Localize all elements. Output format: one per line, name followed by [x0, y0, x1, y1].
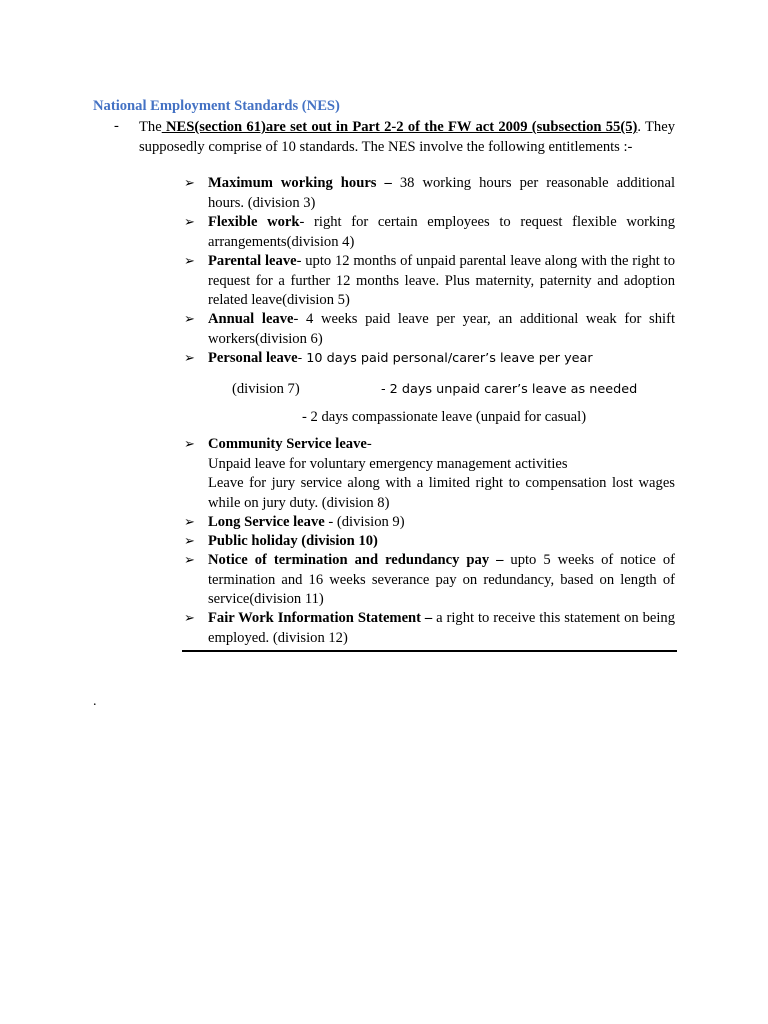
personal-division: (division 7)	[232, 381, 300, 397]
intro-prefix: The	[139, 119, 162, 135]
bullet-text: upto 5 weeks of notice of termination and 16 weeks severance pay on redundancy, based on length of service(division 11)	[208, 552, 676, 607]
bullet-text: - right for certain employees to request flexible working arrangements(division 4)	[208, 214, 675, 250]
bullet-title: Parental leave	[208, 253, 297, 269]
bullet-title: Long Service leave	[208, 514, 325, 530]
arrow-bullet-icon: ➢	[184, 176, 195, 191]
arrow-bullet-icon: ➢	[184, 437, 195, 452]
intro-suffix: . They supposedly comprise of 10 standards. The NES involve the following entitlements :-	[139, 119, 675, 155]
trailing-dot: .	[93, 694, 97, 709]
arrow-bullet-icon: ➢	[184, 553, 195, 568]
bullet-text: - 10 days paid personal/carer’s leave per year	[297, 351, 593, 366]
arrow-bullet-icon: ➢	[184, 611, 195, 626]
bullet-text: - 4 weeks paid leave per year, an additional weak for shift workers(division 6)	[208, 311, 675, 347]
intro-paragraph	[139, 118, 675, 157]
arrow-bullet-icon: ➢	[184, 254, 195, 269]
bullet-title: Fair Work Information Statement –	[208, 610, 433, 626]
bullet-text: a right to receive this statement on being employed. (division 12)	[208, 610, 675, 646]
bullet-title: Notice of termination and redundancy pay –	[208, 552, 504, 568]
bullet-title: Public holiday (division 10)	[208, 533, 378, 549]
arrow-bullet-icon: ➢	[184, 515, 195, 530]
horizontal-rule	[182, 650, 677, 652]
bullet-title-suffix: -	[366, 436, 372, 452]
bullet-text: - upto 12 months of unpaid parental leave along with the right to request for a further 12 months leave. Plus maternity, paternity and adoption related leave(division 5)	[208, 253, 675, 308]
bullet-title: Flexible work	[208, 214, 300, 230]
page-heading: National Employment Standards (NES)	[93, 98, 340, 114]
personal-unpaid-carers: - 2 days unpaid carer’s leave as needed	[381, 382, 638, 397]
arrow-bullet-icon: ➢	[184, 351, 195, 366]
arrow-bullet-icon: ➢	[184, 215, 195, 230]
intro-underlined: NES(section 61)are set out in Part 2-2 of the FW act 2009 (subsection 55(5)	[161, 119, 638, 135]
bullet-text: - (division 9)	[324, 514, 405, 530]
arrow-bullet-icon: ➢	[184, 534, 195, 549]
bullet-title: Personal leave	[208, 350, 298, 366]
bullet-title: Annual leave	[208, 311, 294, 327]
personal-compassionate: - 2 days compassionate leave (unpaid for casual)	[302, 409, 587, 425]
bullet-title: Maximum working hours –	[208, 175, 392, 191]
community-line-1: Unpaid leave for voluntary emergency management activities	[208, 455, 568, 472]
arrow-bullet-icon: ➢	[184, 312, 195, 327]
community-line-2: Leave for jury service along with a limited right to compensation lost wages while on jury duty. (division 8)	[208, 475, 675, 511]
dash-marker: -	[114, 118, 119, 134]
bullet-title: Community Service leave	[208, 436, 367, 452]
bullet-text: 38 working hours per reasonable additional hours. (division 3)	[208, 175, 675, 211]
